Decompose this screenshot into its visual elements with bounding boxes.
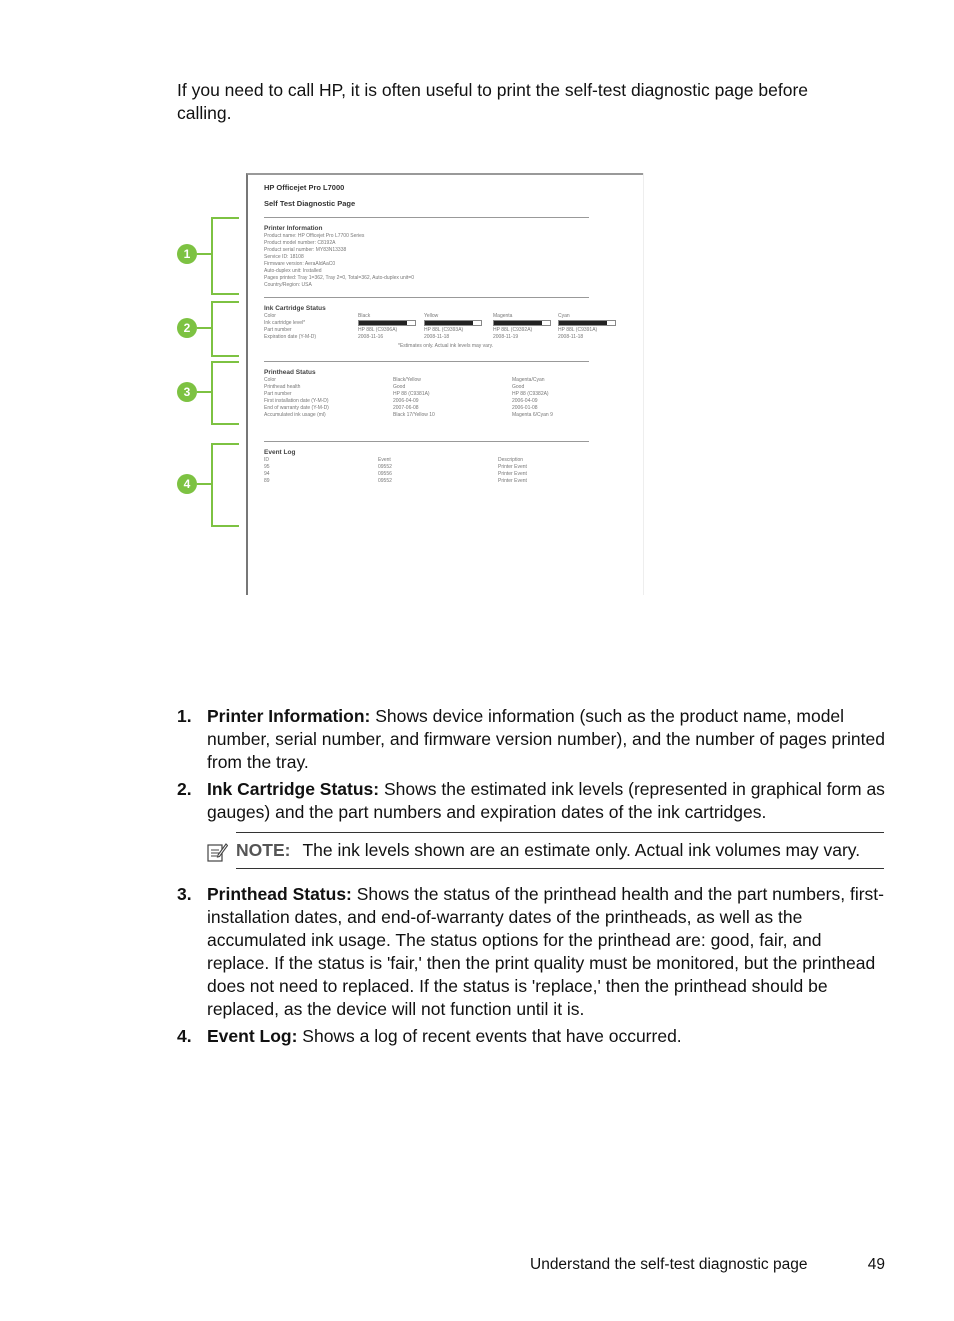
intro-paragraph: If you need to call HP, it is often useful to print the self-test diagnostic page before calling.: [177, 80, 809, 123]
list-item: [177, 705, 887, 774]
diag-subtitle: Self Test Diagnostic Page: [264, 199, 356, 208]
list-term: Printhead Status:: [207, 884, 352, 904]
list-number: 2.: [177, 779, 192, 799]
list-text: Shows the estimated ink levels (represented in graphical form as gauges) and the part numbers and expiration dates of the ink cartridges.: [207, 779, 885, 822]
diag-printhead-col1: Black/Yellow Good HP 88 (C9381A) 2006-04-09 2007-06-08 Black 17/Yellow 10: [393, 377, 435, 418]
diag-ink-col-yellow: Yellow HP 88L (C9393A) 2008-11-18: [424, 313, 464, 340]
diag-ink-labels: Color Ink cartridge level* Part number Expiration date (Y-M-D): [264, 313, 317, 340]
list-term: Ink Cartridge Status:: [207, 779, 380, 799]
callout-2: 2: [177, 318, 197, 338]
diag-section-printhead: Printhead Status: [264, 361, 589, 376]
list-number: 3.: [177, 884, 192, 904]
callout-1: 1: [177, 244, 197, 264]
diag-printhead-col2: Magenta/Cyan Good HP 88 (C9382A) 2006-04-09 2006-01-08 Magenta 6/Cyan 9: [512, 377, 553, 418]
note-text: The ink levels shown are an estimate only. Actual ink volumes may vary.: [302, 840, 861, 860]
diagnostic-page-image: [246, 173, 643, 595]
list-number: 4.: [177, 1026, 192, 1046]
diag-event-col-desc: Description Printer Event Printer Event Printer Event: [498, 457, 527, 484]
diag-ink-col-cyan: Cyan HP 88L (C9391A) 2008-11-18: [558, 313, 598, 340]
self-test-figure: [170, 165, 650, 600]
bracket-4: [211, 443, 239, 527]
callout-line-3: [197, 391, 211, 393]
bracket-2: [211, 301, 239, 357]
list-text: Shows device information (such as the product name, model number, serial number, and firmware version number), and the number of pages printed from the tray.: [207, 706, 885, 772]
ink-gauge-yellow: [424, 320, 482, 326]
list-item: [177, 883, 887, 1021]
numbered-list: [177, 705, 887, 1052]
callout-4: 4: [177, 474, 197, 494]
list-number: 1.: [177, 706, 192, 726]
list-term: Printer Information:: [207, 706, 371, 726]
callout-line-4: [197, 483, 211, 485]
diag-ink-col-magenta: Magenta HP 88L (C9392A) 2008-11-19: [493, 313, 533, 340]
bracket-1: [211, 217, 239, 295]
diag-event-col-event: Event 09552 09556 09552: [378, 457, 392, 484]
diag-section-event-log: Event Log: [264, 441, 589, 456]
ink-gauge-cyan: [558, 320, 616, 326]
callout-line-1: [197, 253, 211, 255]
diag-printhead-labels: Color Printhead health Part number First installation date (Y-M-D) End of warranty date (Y-M-D) Accumulated ink usage (ml): [264, 377, 329, 418]
list-item: [177, 1025, 887, 1048]
bracket-3: [211, 361, 239, 425]
diag-event-col-id: ID 95 94 89: [264, 457, 270, 484]
diag-title: HP Officejet Pro L7000: [264, 183, 345, 192]
note-box: [236, 832, 884, 869]
note-label: NOTE:: [236, 840, 291, 860]
list-text: Shows a log of recent events that have occurred.: [297, 1026, 682, 1046]
diag-ink-col-black: Black HP 88L (C9396A) 2008-11-16: [358, 313, 398, 340]
ink-gauge-magenta: [493, 320, 551, 326]
ink-gauge-black: [358, 320, 416, 326]
list-item: [177, 778, 887, 824]
footer-title: Understand the self-test diagnostic page: [530, 1256, 808, 1273]
diag-section-printer-info: Printer Information: [264, 217, 589, 232]
note-pencil-icon: [206, 841, 228, 863]
diag-printer-info-rows: Product name: HP Officejet Pro L7700 Series Product model number: C8192A Product serial number: MY83N13338 Service ID: 18108 Firmware version: AeraAldAaC0 Auto-duplex unit: Installed Pages printed: Tray 1=362, Tray 2=0, Total=362, Auto-duplex unit=0 Country/Region: USA: [264, 233, 415, 288]
callout-line-2: [197, 327, 211, 329]
page-number: 49: [867, 1256, 885, 1273]
list-term: Event Log:: [207, 1026, 298, 1046]
diag-section-ink: Ink Cartridge Status: [264, 297, 589, 312]
callout-3: 3: [177, 382, 197, 402]
diag-ink-footnote: *Estimates only. Actual ink levels may vary.: [398, 343, 494, 349]
list-text: Shows the status of the printhead health and the part numbers, first-installation dates, and end-of-warranty dates of the printheads, as well as the accumulated ink usage. The status options for the printhead are: good, fair, and replace. If the status is 'fair,' then the print quality must be monitored, but the printhead does not need to replaced. If the status is 'replace,' then the printhead should be replaced, as the device will not function until it is.: [207, 884, 884, 1019]
